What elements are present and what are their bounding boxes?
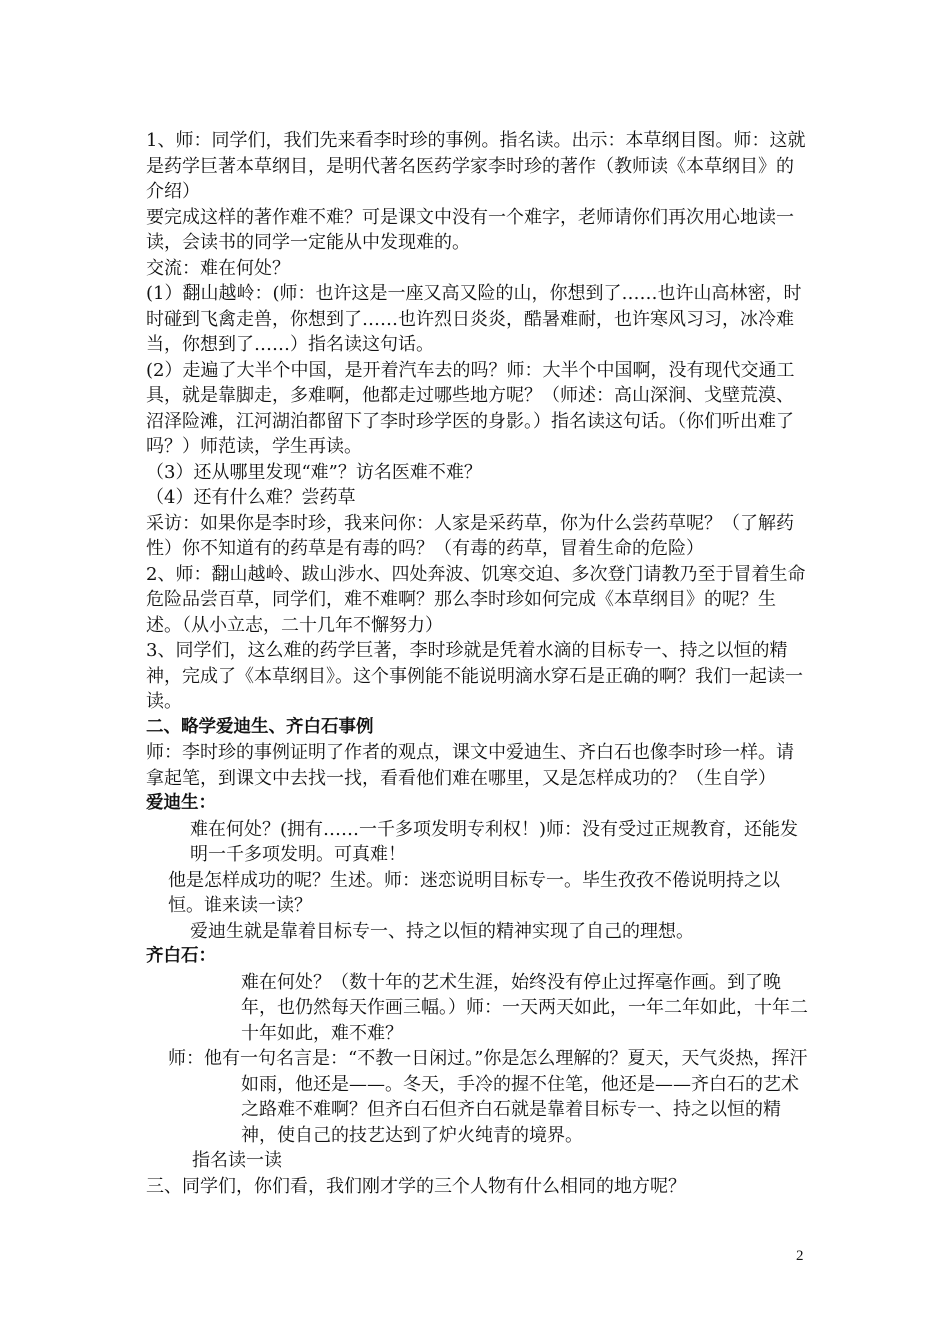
paragraph-2: 要完成这样的著作难不难？可是课文中没有一个难字，老师请你们再次用心地读一读，会读书的同学一定能从中发现难的。 — [146, 206, 794, 253]
paragraph-7: （4）还有什么难？尝药草 — [146, 487, 356, 508]
section-3: 三、同学们，你们看，我们刚才学的三个人物有什么相同的地方呢？ — [146, 1175, 686, 1197]
paragraph-8: 采访：如果你是李时珍，我来问你：人家是采药草，你为什么尝药草呢？（了解药性）你不知道有的药草是有毒的吗？（有毒的药草，冒着生命的危险） — [146, 512, 794, 559]
page-number: 2 — [796, 1248, 804, 1264]
paragraph-6: （3）还从哪里发现“难”？访名医难不难？ — [146, 461, 482, 483]
document-body — [146, 128, 810, 1199]
qibaishi-heading: 齐白石： — [146, 946, 216, 966]
qibaishi-paragraph-3: 指名读一读 — [192, 1150, 282, 1171]
edison-paragraph-1: 难在何处？(拥有……一千多项发明专利权！)师：没有受过正规教育，还能发明一千多项发明。可真难！ — [190, 818, 799, 865]
section-2-intro: 师：李时珍的事例证明了作者的观点，课文中爱迪生、齐白石也像李时珍一样。请拿起笔，到课文中去找一找，看看他们难在哪里，又是怎样成功的？（生自学） — [146, 742, 794, 789]
paragraph-4: (1）翻山越岭：(师：也许这是一座又高又险的山，你想到了……也许山高林密，时时碰到飞禽走兽，你想到了……也许烈日炎炎，酷暑难耐，也许寒风习习，冰冷难当，你想到了……）指名读这句话。 — [146, 283, 802, 355]
edison-paragraph-2: 他是怎样成功的呢？生述。师：迷恋说明目标专一。毕生孜孜不倦说明持之以恒。谁来读一读？ — [168, 869, 780, 916]
paragraph-3: 交流：难在何处？ — [146, 257, 290, 279]
paragraph-1: 1、师：同学们，我们先来看李时珍的事例。指名读。出示：本草纲目图。师：这就是药学巨著本草纲目，是明代著名医药学家李时珍的著作（教师读《本草纲目》的介绍） — [146, 130, 806, 202]
edison-paragraph-3: 爱迪生就是靠着目标专一、持之以恒的精神实现了自己的理想。 — [190, 920, 694, 942]
paragraph-9: 2、师：翻山越岭、跋山涉水、四处奔波、饥寒交迫、多次登门请教乃至于冒着生命危险品尝百草，同学们，难不难啊？那么李时珍如何完成《本草纲目》的呢？生述。（从小立志，二十几年不懈努力） — [146, 563, 806, 636]
edison-heading: 爱迪生： — [146, 793, 216, 813]
paragraph-10: 3、同学们，这么难的药学巨著，李时珍就是凭着水滴的目标专一、持之以恒的精神，完成了《本草纲目》。这个事例能不能说明滴水穿石是正确的啊？我们一起读一读。 — [146, 640, 803, 712]
paragraph-5: (2）走遍了大半个中国，是开着汽车去的吗？师：大半个中国啊，没有现代交通工具，就是靠脚走，多难啊，他都走过哪些地方呢？（师述：高山深涧、戈壁荒漠、沼泽险滩，江河湖泊都留下了李时珍学医的身影。）指名读这句话。（你们听出难了吗？）师范读，学生再读。 — [146, 359, 795, 457]
qibaishi-paragraph-2: 师：他有一句名言是：“不教一日闲过。”你是怎么理解的？夏天，天气炎热，挥汗如雨，他还是——。冬天，手冷的握不住笔，他还是——齐白石的艺术之路难不难啊？但齐白石但齐白石就是靠着目标专一、持之以恒的精神，使自己的技艺达到了炉火纯青的境界。 — [168, 1048, 808, 1146]
qibaishi-paragraph-1: 难在何处？（数十年的艺术生涯，始终没有停止过挥毫作画。到了晚年，也仍然每天作画三幅。）师：一天两天如此，一年二年如此，十年二十年如此，难不难？ — [241, 971, 808, 1044]
section-heading-2: 二、略学爱迪生、齐白石事例 — [146, 716, 374, 737]
